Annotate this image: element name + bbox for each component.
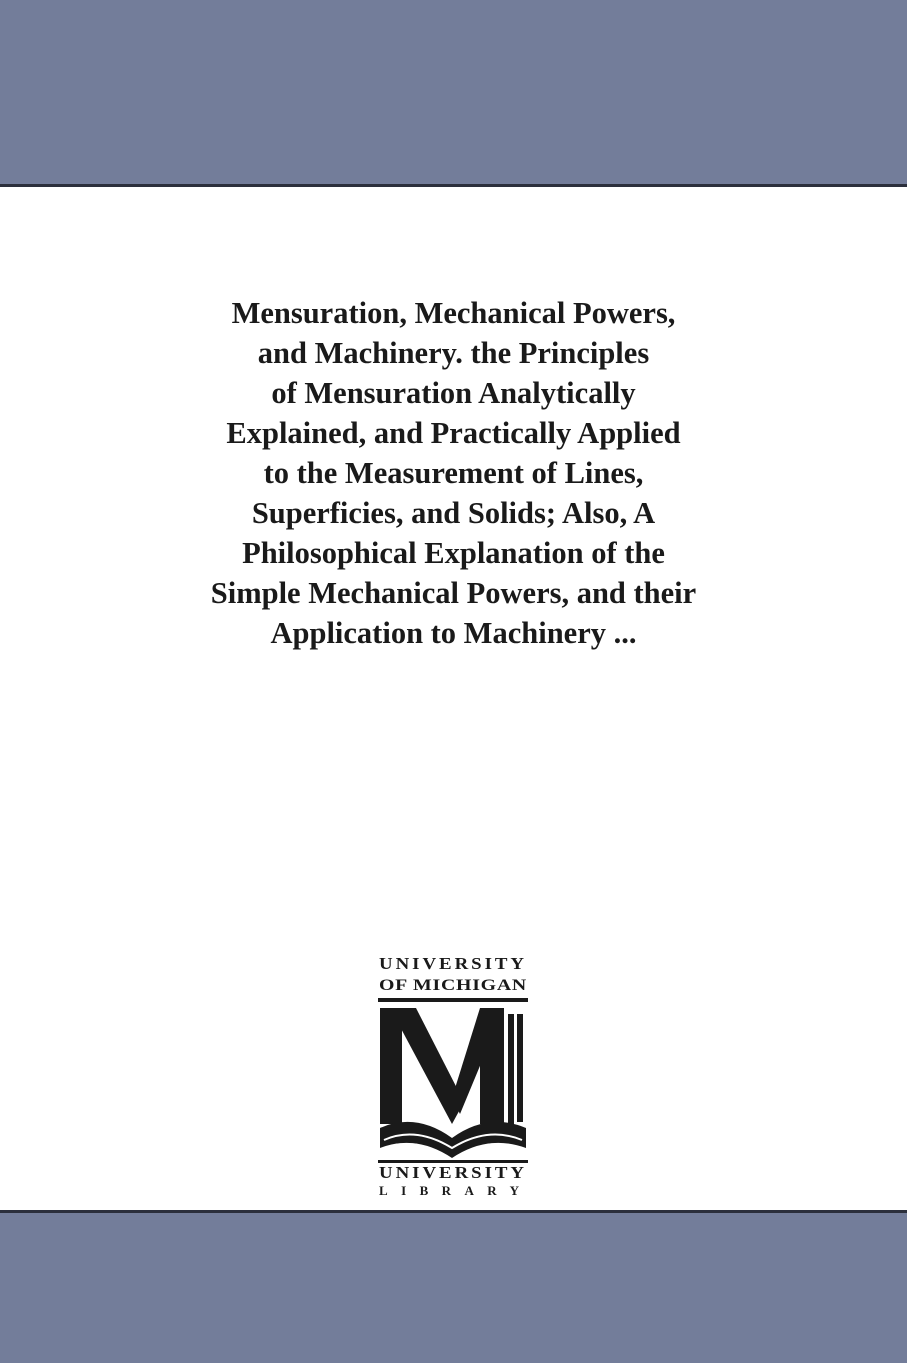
title-line-4: Explained, and Practically Applied [226,416,681,450]
top-color-band [0,0,907,187]
bottom-color-band [0,1210,907,1363]
title-line-8: Simple Mechanical Powers, and their [210,576,697,610]
book-title [100,293,807,653]
title-line-1: Mensuration, Mechanical Powers, [231,296,676,330]
title-line-5: to the Measurement of Lines, [263,456,644,490]
university-library-logo [376,952,530,1196]
title-line-6: Superficies, and Solids; Also, A [251,496,656,530]
title-line-3: of Mensuration Analytically [271,376,636,410]
block-m-emblem [378,998,528,1163]
title-line-2: and Machinery. the Principles [257,336,650,370]
logo-top-line-2: OF MICHIGAN [379,977,527,994]
title-line-9: Application to Machinery ... [270,616,637,650]
logo-bottom-line-1: UNIVERSITY [379,1163,527,1182]
logo-bottom-line-2: LIBRARY [379,1183,527,1196]
title-line-7: Philosophical Explanation of the [242,536,665,570]
logo-top-line-1: UNIVERSITY [379,954,527,973]
